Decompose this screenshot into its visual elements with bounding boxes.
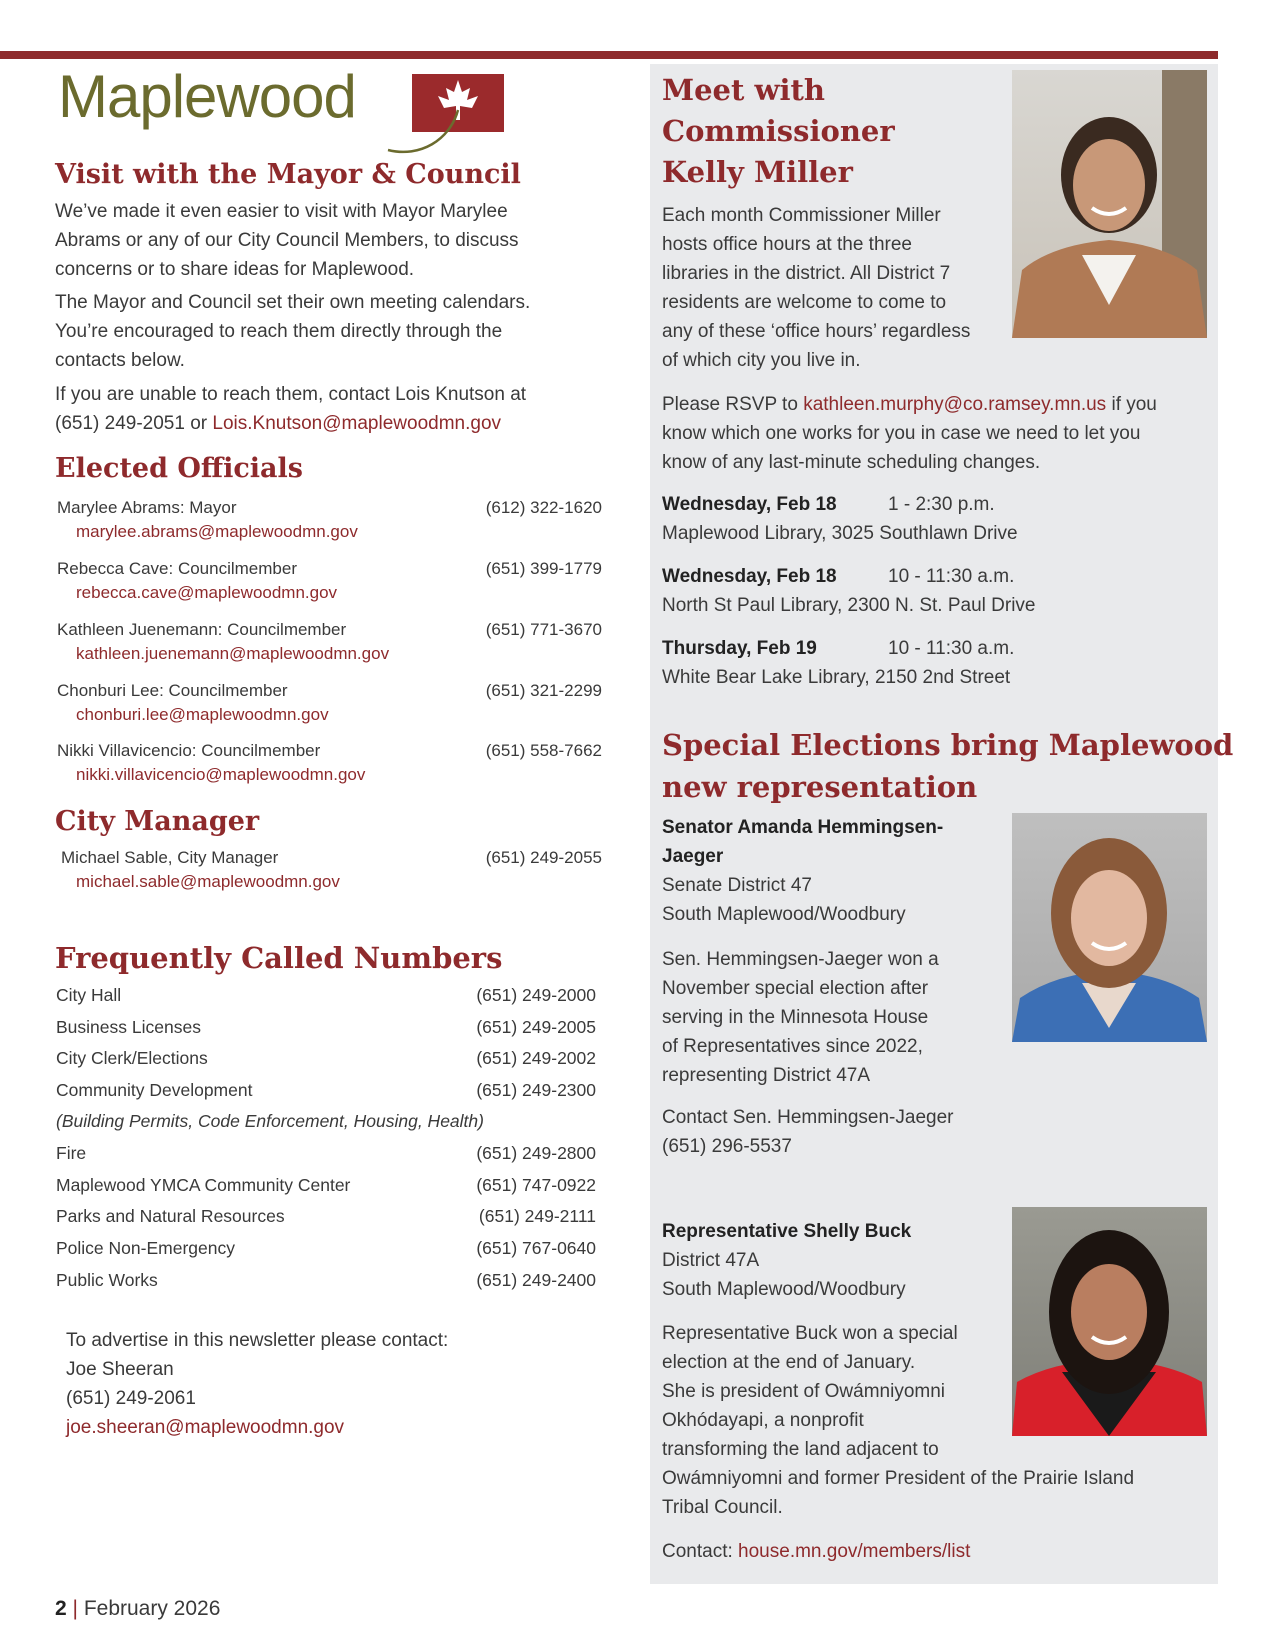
official-email-link[interactable]: chonburi.lee@maplewoodmn.gov — [76, 705, 329, 724]
text-line: You’re encouraged to reach them directly through the — [55, 321, 503, 342]
senator-bio — [662, 945, 1002, 1090]
text-line: know which one works for you in case we need to let you — [662, 423, 1141, 444]
official-name: Nikki Villavicencio: Councilmember — [57, 741, 321, 760]
senator-contact — [662, 1103, 953, 1161]
rsvp-text: if you — [1106, 394, 1157, 415]
official-phone: (651) 558-7662 — [485, 741, 602, 760]
text-line: Owámniyomni and former President of the Prairie Island — [662, 1468, 1135, 1489]
text-line: residents are welcome to come to — [662, 292, 947, 313]
text-line: Abrams or any of our City Council Members, to discuss — [55, 230, 519, 251]
visit-paragraph-2 — [55, 288, 615, 375]
commissioner-photo — [1012, 70, 1207, 338]
session-date: Wednesday, Feb 18 — [662, 494, 837, 515]
official-phone: (651) 321-2299 — [485, 681, 602, 700]
text-line: If you are unable to reach them, contact Lois Knutson at — [55, 384, 527, 405]
frequent-heading: Frequently Called Numbers — [55, 941, 503, 975]
number-label: Business Licenses — [56, 1017, 201, 1037]
advertise-phone: (651) 249-2061 — [66, 1388, 196, 1409]
number-label: Police Non-Emergency — [56, 1238, 235, 1258]
text-line — [55, 409, 615, 438]
official-email-link[interactable]: kathleen.juenemann@maplewoodmn.gov — [76, 644, 390, 663]
text-line: November special election after — [662, 978, 929, 999]
commissioner-heading — [662, 70, 895, 193]
number-row — [56, 1017, 596, 1047]
text-line — [662, 390, 1207, 419]
text-line: Representative Buck won a special — [662, 1323, 958, 1344]
page-footer — [55, 1597, 220, 1621]
number-phone: (651) 249-2400 — [476, 1270, 596, 1290]
advertise-block — [66, 1326, 448, 1442]
number-label: Fire — [56, 1143, 87, 1163]
text-line: serving in the Minnesota House — [662, 1007, 929, 1028]
number-row — [56, 1238, 596, 1268]
text-line: The Mayor and Council set their own meeting calendars. — [55, 292, 531, 313]
number-label: Community Development — [56, 1080, 253, 1100]
lois-phone: (651) 249-2051 or — [55, 413, 213, 434]
session-location: Maplewood Library, 3025 Southlawn Drive — [662, 523, 1018, 544]
official-email-link[interactable]: marylee.abrams@maplewoodmn.gov — [76, 522, 358, 541]
heading-line: Kelly Miller — [662, 155, 853, 189]
city-manager-heading: City Manager — [55, 806, 260, 837]
heading-line: Commissioner — [662, 114, 895, 148]
representative-bio — [662, 1319, 1212, 1522]
number-phone: (651) 249-2800 — [476, 1143, 596, 1163]
city-manager-phone: (651) 249-2055 — [485, 848, 602, 867]
logo-swoosh-icon — [380, 100, 460, 160]
official-name: Kathleen Juenemann: Councilmember — [57, 620, 347, 639]
commissioner-intro — [662, 201, 1012, 375]
session-location: White Bear Lake Library, 2150 2nd Street — [662, 667, 1011, 688]
number-label: (Building Permits, Code Enforcement, Housing, Health) — [56, 1111, 484, 1131]
advertise-name: Joe Sheeran — [66, 1359, 174, 1380]
special-heading — [662, 724, 1233, 808]
official-name: Marylee Abrams: Mayor — [57, 498, 237, 517]
session-date: Wednesday, Feb 18 — [662, 566, 837, 587]
representative-block — [662, 1217, 992, 1304]
city-manager-email-link[interactable]: michael.sable@maplewoodmn.gov — [76, 872, 340, 891]
lois-email-link[interactable]: Lois.Knutson@maplewoodmn.gov — [212, 413, 502, 434]
number-label: Public Works — [56, 1270, 158, 1290]
session-time: 10 - 11:30 a.m. — [888, 638, 1015, 659]
senator-photo — [1012, 813, 1207, 1042]
representative-contact-label: Contact: — [662, 1541, 739, 1562]
official-phone: (651) 399-1779 — [485, 559, 602, 578]
official-phone: (651) 771-3670 — [485, 620, 602, 639]
number-row — [56, 1270, 596, 1300]
number-row — [56, 985, 596, 1015]
text-line: of Representatives since 2022, — [662, 1036, 923, 1057]
session-location: North St Paul Library, 2300 N. St. Paul Drive — [662, 595, 1036, 616]
number-phone: (651) 249-2005 — [476, 1017, 596, 1037]
text-line: hosts office hours at the three — [662, 234, 912, 255]
number-phone: (651) 249-2000 — [476, 985, 596, 1005]
official-name: Rebecca Cave: Councilmember — [57, 559, 297, 578]
text-line: concerns or to share ideas for Maplewood. — [55, 259, 415, 280]
text-line: any of these ‘office hours’ regardless — [662, 321, 971, 342]
representative-contact — [662, 1537, 970, 1566]
number-row — [56, 1175, 596, 1205]
session-date: Thursday, Feb 19 — [662, 638, 817, 659]
number-phone: (651) 767-0640 — [476, 1238, 596, 1258]
session-time: 10 - 11:30 a.m. — [888, 566, 1015, 587]
number-label: Maplewood YMCA Community Center — [56, 1175, 351, 1195]
visit-paragraph-1 — [55, 197, 615, 284]
number-note — [56, 1111, 596, 1141]
text-line: of which city you live in. — [662, 350, 861, 371]
number-label: City Hall — [56, 985, 122, 1005]
official-email-link[interactable]: rebecca.cave@maplewoodmn.gov — [76, 583, 338, 602]
text-line: contacts below. — [55, 350, 185, 371]
number-label: Parks and Natural Resources — [56, 1206, 285, 1226]
page-number: 2 — [55, 1597, 67, 1620]
heading-line: Meet with — [662, 73, 825, 107]
number-phone: (651) 249-2002 — [476, 1048, 596, 1068]
visit-heading: Visit with the Mayor & Council — [55, 159, 521, 190]
text-line: know of any last-minute scheduling changes. — [662, 452, 1041, 473]
advertise-text: To advertise in this newsletter please contact: — [66, 1330, 449, 1351]
senator-area: South Maplewood/Woodbury — [662, 904, 906, 925]
senator-title: Jaeger — [662, 846, 724, 867]
text-line: Tribal Council. — [662, 1497, 783, 1518]
number-label: City Clerk/Elections — [56, 1048, 208, 1068]
heading-line: new representation — [662, 770, 978, 804]
footer-date: February 2026 — [83, 1597, 221, 1620]
visit-paragraph-3 — [55, 380, 615, 438]
text-line: representing District 47A — [662, 1065, 871, 1086]
text-line: libraries in the district. All District 7 — [662, 263, 951, 284]
city-manager-name: Michael Sable, City Manager — [61, 848, 279, 867]
top-rule — [0, 51, 1218, 59]
rsvp-paragraph — [662, 390, 1207, 477]
official-email-link[interactable]: nikki.villavicencio@maplewoodmn.gov — [76, 765, 366, 784]
senator-district: Senate District 47 — [662, 875, 812, 896]
official-name: Chonburi Lee: Councilmember — [57, 681, 288, 700]
text-line: Each month Commissioner Miller — [662, 205, 941, 226]
text-line: We’ve made it even easier to visit with Mayor Marylee — [55, 201, 508, 222]
number-row — [56, 1206, 596, 1236]
representative-district: District 47A — [662, 1250, 760, 1271]
rsvp-email-link[interactable]: kathleen.murphy@co.ramsey.mn.us — [803, 394, 1107, 415]
text-line: transforming the land adjacent to — [662, 1439, 939, 1460]
senator-block — [662, 813, 982, 929]
number-phone: (651) 249-2111 — [478, 1206, 596, 1226]
representative-area: South Maplewood/Woodbury — [662, 1279, 906, 1300]
senator-title: Senator Amanda Hemmingsen- — [662, 817, 944, 838]
number-row — [56, 1048, 596, 1078]
logo-wordmark: Maplewood — [58, 63, 356, 130]
elected-heading: Elected Officials — [55, 453, 303, 484]
senator-contact-phone: (651) 296-5537 — [662, 1136, 792, 1157]
advertise-email-link[interactable]: joe.sheeran@maplewoodmn.gov — [66, 1417, 345, 1438]
number-row — [56, 1143, 596, 1173]
text-line: election at the end of January. — [662, 1352, 916, 1373]
number-phone: (651) 249-2300 — [476, 1080, 596, 1100]
representative-title: Representative Shelly Buck — [662, 1221, 912, 1242]
session-time: 1 - 2:30 p.m. — [888, 494, 995, 515]
rsvp-text: Please RSVP to — [662, 394, 804, 415]
representative-contact-link[interactable]: house.mn.gov/members/list — [738, 1541, 971, 1562]
heading-line: Special Elections bring Maplewood — [662, 728, 1234, 762]
text-line: Okhódayapi, a nonprofit — [662, 1410, 864, 1431]
senator-contact-label: Contact Sen. Hemmingsen-Jaeger — [662, 1107, 954, 1128]
number-phone: (651) 747-0922 — [476, 1175, 596, 1195]
official-phone: (612) 322-1620 — [485, 498, 602, 517]
text-line: Sen. Hemmingsen-Jaeger won a — [662, 949, 939, 970]
footer-separator: | — [66, 1597, 84, 1620]
number-row — [56, 1080, 596, 1110]
text-line: She is president of Owámniyomni — [662, 1381, 946, 1402]
